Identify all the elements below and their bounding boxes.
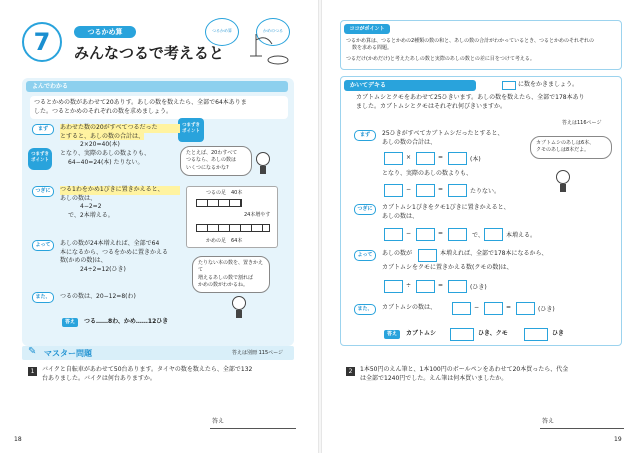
point-1 — [346, 38, 616, 53]
step-line: で、2本増える。 — [68, 212, 114, 220]
hint-bubble-1 — [180, 146, 252, 176]
step-text: で、 — [472, 232, 484, 239]
lightbulb-icon — [556, 170, 570, 184]
step-1 — [382, 130, 552, 147]
question-line: 台ありました。バイクは何台ありますか。 — [42, 374, 156, 382]
diagram-bar-bottom — [196, 224, 270, 232]
step-line: あしの数は、 — [382, 212, 419, 220]
answer-ref: 答えは116ページ — [562, 120, 602, 126]
step-line: あしの数が24本増えれば、全部で64 — [60, 240, 160, 247]
answer-line-label: 答え — [542, 418, 555, 425]
diagram-diff-label: 24本増やす — [244, 212, 271, 218]
op-minus: − — [474, 304, 480, 311]
master-question — [42, 366, 292, 383]
problem-text — [30, 96, 288, 119]
bubble-line: かめの数がわかるね。 — [198, 281, 249, 288]
step-line: 数(かめの数)は、 — [60, 257, 107, 265]
blank-box[interactable] — [416, 184, 435, 197]
instr-box-icon — [502, 81, 516, 90]
unit-number-badge: 7 — [22, 22, 62, 62]
step-2 — [382, 204, 582, 221]
step-line: とすると、あしの数の合計は、 — [60, 132, 145, 140]
section-label: よんでわかる — [26, 81, 288, 92]
bubble-line: 増えるあしの数で割れば — [198, 274, 254, 281]
pencil-icon: ✎ — [28, 346, 37, 357]
op-equals: = — [438, 230, 444, 237]
step-line: 2×20=40(本) — [80, 141, 120, 149]
unit-tag: つるかめ算 — [74, 26, 136, 38]
answer-line[interactable] — [540, 428, 624, 429]
step-2 — [60, 186, 180, 221]
lightbulb-base-icon-2 — [236, 310, 242, 318]
bubble-line: カブトムシのあしは6本、 — [536, 140, 595, 146]
answer-badge: 答え — [384, 330, 400, 339]
op-divide: ÷ — [406, 282, 412, 289]
step-line: あわせた数の20がすべてつるだった — [60, 124, 180, 133]
step-3-b: 本増えれば、全部で178本になるから、 — [440, 250, 548, 257]
crane-turtle-drawing — [236, 30, 296, 66]
step-badge-tsugi: つぎに — [32, 186, 54, 197]
question-2 — [360, 366, 622, 383]
answer-line-label: 答え — [212, 418, 225, 425]
left-page — [0, 0, 318, 453]
step-text: 本増える。 — [506, 232, 537, 239]
answer-kabuto-box[interactable] — [450, 328, 474, 341]
answer-kumo-box[interactable] — [524, 328, 548, 341]
question-number: 1 — [28, 367, 37, 376]
op-equals: = — [438, 154, 444, 161]
step-line: 24÷2=12(ひき) — [80, 266, 126, 274]
page-number: 19 — [614, 436, 622, 443]
point-badge — [28, 148, 52, 170]
unit-label: (ひき) — [538, 306, 555, 313]
point-label: ココがポイント — [344, 24, 390, 34]
answer-end-text: ひき — [552, 330, 565, 337]
step-3-a: あしの数が — [382, 250, 413, 257]
diagram-top-label: つるの足 40本 — [206, 190, 243, 196]
question-line: 1本50円のえん筆と、1本100円のボールペンをあわせて20本買ったら、代金 — [360, 366, 569, 373]
blank-box[interactable] — [448, 184, 467, 197]
step-line: あしの数の合計は、 — [382, 138, 437, 146]
lightbulb-icon — [256, 152, 270, 166]
step-badge-tsugi: つぎに — [354, 204, 376, 215]
blank-box[interactable] — [416, 228, 435, 241]
point-badge-line: つまずき — [182, 123, 200, 128]
right-page — [322, 0, 640, 453]
blank-box[interactable] — [448, 228, 467, 241]
point-badge-line: ポイント — [182, 128, 200, 134]
problem-line: した。つるとかめのそれぞれの数を求めましょう。 — [34, 107, 173, 115]
write-instruction: に数をかきましょう。 — [518, 81, 579, 88]
step-1 — [60, 124, 180, 167]
blank-box[interactable] — [452, 302, 471, 315]
point-badge-line: つまずき — [31, 152, 49, 157]
step-badge-mata: また、 — [354, 304, 376, 315]
step-line: 本になるから、つるをかめに置きかえる — [60, 248, 169, 256]
step-badge-yotte: よって — [354, 250, 376, 261]
lightbulb-base-icon — [560, 184, 566, 192]
answer-kabuto-label: カブトムシ — [406, 330, 437, 337]
answer-text: つる……8わ、かめ……12ひき — [84, 318, 169, 325]
op-times: × — [406, 154, 412, 161]
step-4: カブトムシの数は、 — [382, 304, 437, 311]
answer-badge: 答え — [62, 318, 78, 327]
op-minus: − — [406, 230, 412, 237]
question-number: 2 — [346, 367, 355, 376]
blank-box[interactable] — [448, 152, 467, 165]
bubble-line: クモのあしは8本だよ。 — [536, 147, 590, 154]
question-line: バイクと自転車があわせて50台あります。タイヤの数を数えたら、全部で132 — [42, 366, 253, 373]
step-badge-mata: また、 — [32, 292, 54, 303]
point-2: つるだけ(かめだけ)と考えたあしの数と実際のあしの数との差に目をつけて考える。 — [346, 56, 535, 62]
lightbulb-icon-2 — [232, 296, 246, 310]
step-line: つる1わをかめ1ぴきに置きかえると、 — [60, 186, 180, 195]
step-line: となり、実際のあしの数よりも、 — [60, 150, 151, 158]
blank-box[interactable] — [416, 152, 435, 165]
blank-box[interactable] — [448, 280, 467, 293]
step-line: つるの数は、20−12=8(わ) — [60, 293, 136, 300]
point-badge-2 — [178, 118, 204, 142]
question-line: は全部で1240円でした。えん筆は何本買いましたか。 — [360, 374, 508, 382]
problem-line: カブトムシとクモをあわせて25ひきいます。あしの数を数えたら、全部で178本あり — [356, 94, 585, 101]
blank-box[interactable] — [384, 152, 403, 165]
op-minus: − — [406, 186, 412, 193]
page-title: みんなつるで考えると — [74, 44, 224, 62]
step-line: 4−2=2 — [80, 203, 102, 211]
step-4 — [60, 293, 210, 302]
answer-mid-text: ひき、クモ — [478, 330, 508, 337]
step-text: たりない。 — [470, 188, 501, 195]
hint-bubble-2 — [192, 256, 270, 293]
step-line: カブトムシ1ぴきをクモ1ぴきに置きかえると、 — [382, 204, 510, 211]
blank-box[interactable] — [418, 249, 437, 262]
step-badge-yotte: よって — [32, 240, 54, 251]
unit-label: (ひき) — [470, 284, 487, 291]
crane-illustration: つるかめ算 — [205, 18, 239, 46]
blank-box[interactable] — [516, 302, 535, 315]
blank-box[interactable] — [484, 228, 503, 241]
write-problem — [356, 94, 618, 111]
op-equals: = — [506, 304, 512, 311]
turtle-illustration: かめのつる — [256, 18, 290, 46]
blank-box[interactable] — [384, 280, 403, 293]
point-badge-line: ポイント — [31, 157, 49, 163]
page-number: 18 — [14, 436, 22, 443]
hint-bubble — [530, 136, 612, 159]
bubble-line: つるなら、あしの数は — [186, 157, 237, 164]
step-line: あしの数は、 — [60, 194, 97, 202]
blank-box[interactable] — [484, 302, 503, 315]
step-3 — [60, 240, 180, 275]
step-3-c: カブトムシをクモに置きかえる数(クモの数)は、 — [382, 264, 513, 271]
answer-line[interactable] — [210, 428, 296, 429]
step-badge-mazu: まず — [354, 130, 376, 141]
blank-box[interactable] — [384, 228, 403, 241]
problem-line: つるとかめの数があわせて20ありす。あしの数を数えたら、全部で64本ありま — [34, 99, 247, 106]
point-line: 数を求める問題。 — [352, 45, 393, 52]
blank-box[interactable] — [384, 184, 403, 197]
write-label-bar: かいてデキる — [344, 80, 476, 91]
step-line: となり、実際のあしの数よりも、 — [382, 170, 473, 177]
op-equals: = — [438, 282, 444, 289]
blank-box[interactable] — [416, 280, 435, 293]
master-label: マスター問題 — [44, 349, 92, 358]
step-badge-mazu: まず — [32, 124, 54, 135]
problem-line: ました。カブトムシとクモはそれぞれ何びきいますか。 — [356, 102, 507, 110]
unit-label: (本) — [470, 156, 481, 163]
diagram-bar-top — [196, 199, 242, 207]
lightbulb-base-icon — [260, 166, 266, 174]
bubble-line: たとえば、20わすべて — [186, 150, 238, 156]
point-line: つるかめ算は、つるとかめの2種類の数の和と、あしの数の合計がわかっているとき、つるとかめのそれぞれの — [346, 38, 594, 44]
op-equals: = — [438, 186, 444, 193]
master-ref: 答えは別冊 115ページ — [232, 350, 284, 356]
diagram-bottom-label: かめの足 64本 — [206, 238, 243, 244]
step-line: 25ひきがすべてカブトムシだったとすると、 — [382, 130, 504, 137]
step-line: 64−40=24(本) たりない。 — [68, 158, 144, 166]
bubble-line: たりない本の数を、置きかえて — [198, 260, 264, 274]
bubble-line: いくつになるかな? — [186, 164, 229, 171]
